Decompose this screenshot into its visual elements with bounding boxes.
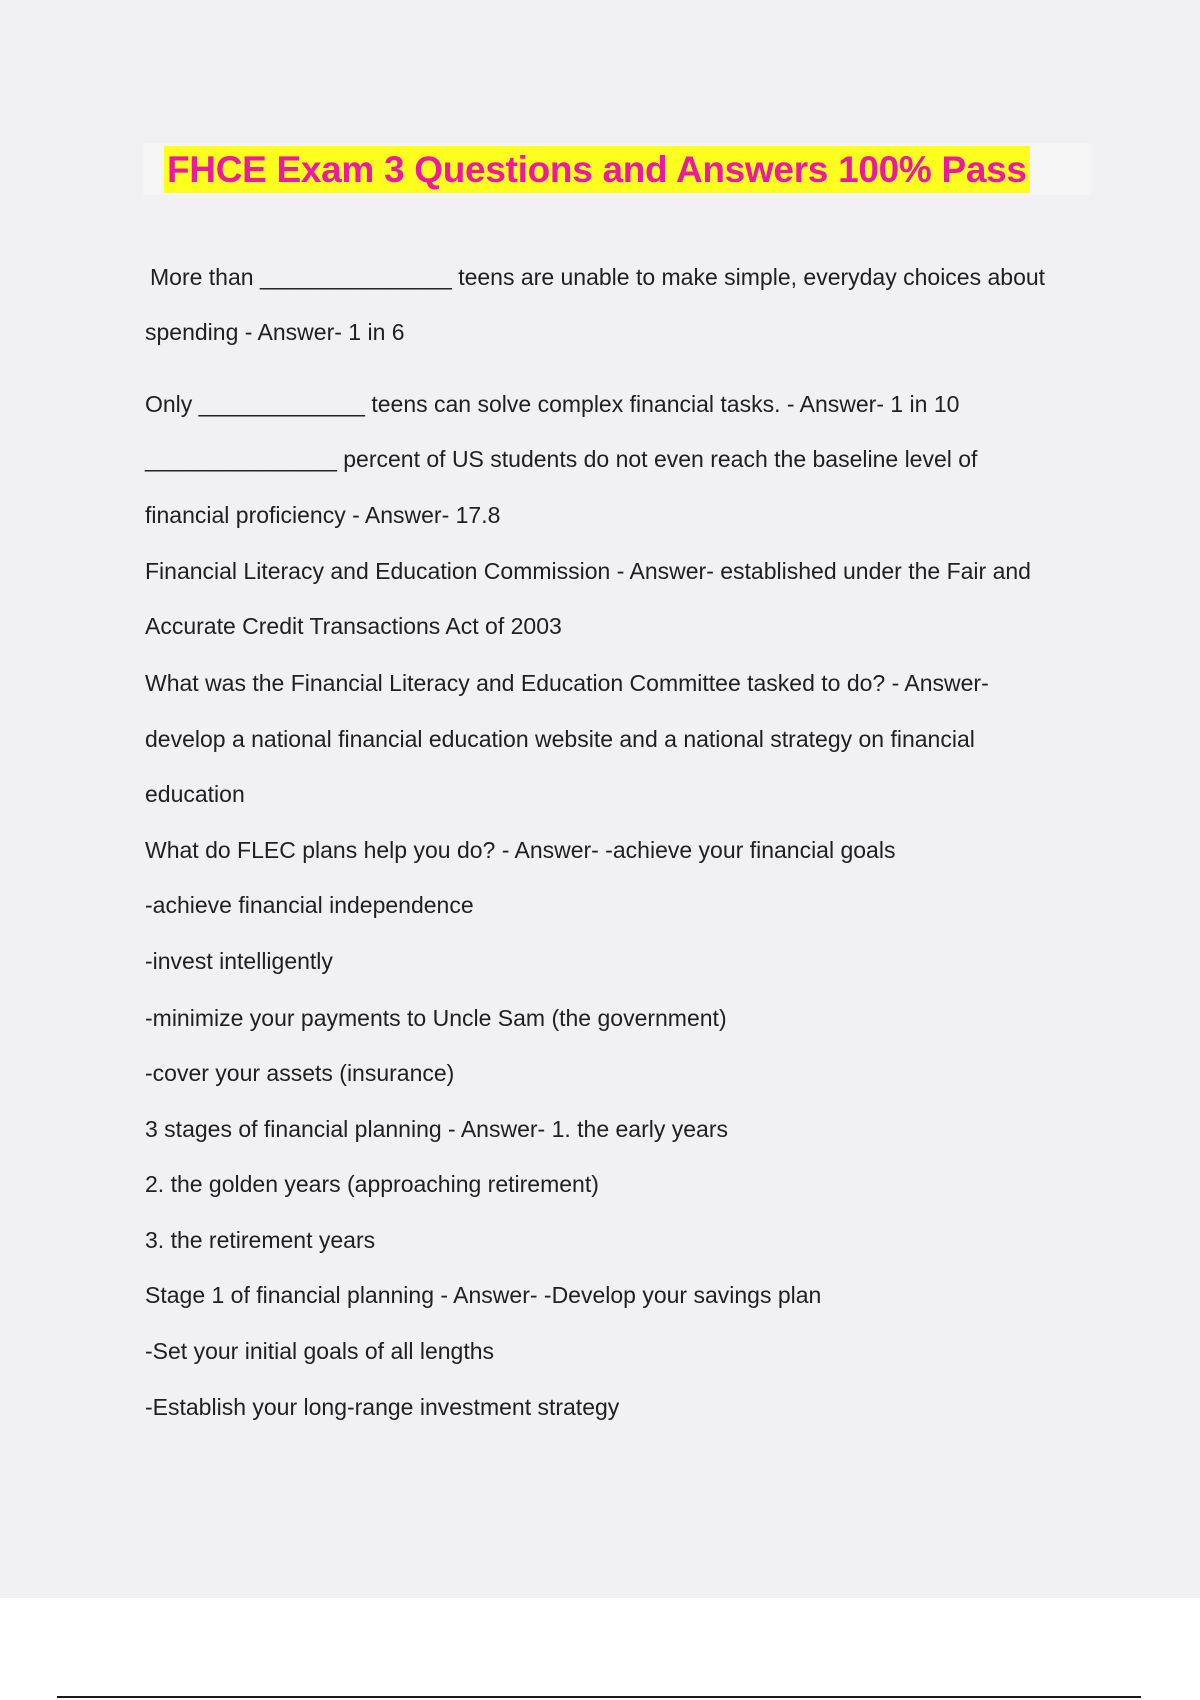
text-line: Stage 1 of financial planning - Answer- -Develop your savings plan — [145, 1282, 822, 1308]
text-line: -Set your initial goals of all lengths — [145, 1338, 495, 1364]
text-line: What was the Financial Literacy and Education Committee tasked to do? - Answer- — [145, 670, 989, 696]
text-line: -Establish your long-range investment strategy — [145, 1394, 620, 1420]
text-line: Accurate Credit Transactions Act of 2003 — [145, 613, 562, 639]
text-line: Only _____________ teens can solve complex financial tasks. - Answer- 1 in 10 — [145, 391, 960, 417]
document-title: FHCE Exam 3 Questions and Answers 100% Pass — [164, 146, 1030, 193]
text-line: 3 stages of financial planning - Answer- 1. the early years — [145, 1116, 728, 1142]
text-line: _______________ percent of US students do not even reach the baseline level of — [145, 446, 978, 472]
text-line: More than _______________ teens are unable to make simple, everyday choices about — [150, 264, 1046, 290]
text-line: -cover your assets (insurance) — [145, 1060, 455, 1086]
text-line: develop a national financial education website and a national strategy on financial — [145, 726, 975, 752]
text-line: -achieve financial independence — [145, 892, 474, 918]
text-line: education — [145, 781, 245, 807]
text-line: 3. the retirement years — [145, 1227, 376, 1253]
text-line: financial proficiency - Answer- 17.8 — [145, 502, 501, 528]
text-line: spending - Answer- 1 in 6 — [145, 319, 405, 345]
text-line: -minimize your payments to Uncle Sam (the government) — [145, 1005, 727, 1031]
text-line: Financial Literacy and Education Commission - Answer- established under the Fair and — [145, 558, 1031, 584]
text-line: What do FLEC plans help you do? - Answer- -achieve your financial goals — [145, 837, 896, 863]
text-line: -invest intelligently — [145, 948, 333, 974]
footer-divider — [57, 1696, 1141, 1698]
text-line: 2. the golden years (approaching retirement) — [145, 1171, 599, 1197]
